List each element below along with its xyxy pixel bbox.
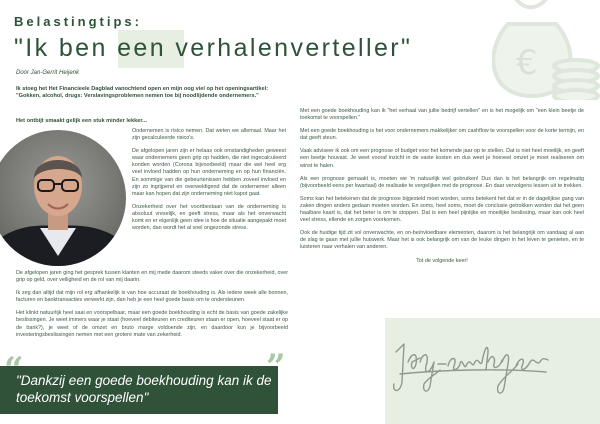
money-bag-coins-icon [492,0,600,100]
page-title: "Ik ben een verhalenverteller" [14,34,413,62]
pull-quote-text: "Dankzij een goede boekhouding kan ik de toekomst voorspellen" [16,373,272,405]
left-paragraph: Ondernemen is risico nemen. Dat weten we allemaal. Maar het zijn gecalculeerde risico's. [132,128,286,142]
heading-kicker: Belastingtips: [14,14,142,29]
left-paragraph: Ik zeg dan altijd dat mijn rol erg afhankelijk is van hoe accuraat de boekhouding is. Als iedere week alle bonnen, facturen en banktransacties verwerkt zijn, dan heb je een heel goede basis om te ondersteunen. [16,290,288,304]
svg-text:€: € [516,43,538,83]
right-column [300,108,584,271]
author-byline: Door Jan-Gerrit Heijenk [16,70,80,76]
author-portrait [0,128,128,270]
closing-line: Tot de volgende keer! [416,257,468,264]
left-wrap-column [132,128,286,238]
left-paragraph: De afgelopen jaren zijn er helaas ook omstandigheden geweest waar ondernemers geen grip op hadden, die niet ingecalculeerd konden worden (Corona bijvoorbeeld) maar die wel heel erg veel invloed hadden op hun onderneming en op hun financiën. En sommige van die gebeurtenissen hebben zoveel invloed en zijn zo ingrijpend en overweldigend dat de ondernemer alleen maar kan hopen dat zijn onderneming niet kapot gaat. [132,148,286,197]
left-paragraph: De afgelopen jaren ging het gesprek tussen klanten en mij mede daarom steeds vaker over die onzekerheid, over grip op geld, over veiligheid en de rol van mij daarin. [16,270,288,284]
left-bottom-column [16,270,288,345]
left-paragraph: Onzekerheid over het voortbestaan van de onderneming is absoluut vreselijk, en geeft stress, maar als het onverwacht komt en er eigenlijk geen idee is hoe de situatie aangepakt moet worden, dan wordt het al snel ongezonde stress. [132,203,286,232]
right-paragraph: Als een prognose gemaakt is, moeten we 'm natuurlijk wel gebruiken! Dus dan is het belangrijk om regelmatig (bijvoorbeeld eens per kwartaal) de realisatie te vergelijken met de prognose. En daar vervolgens lessen uit te trekken. [300,175,584,189]
right-paragraph: Met een goede boekhouding kan ik "het verhaal van jullie bedrijf vertellen" en is het mogelijk om "een klein beetje de toekomst te voorspellen." [300,108,584,122]
handwritten-signature [390,322,552,402]
quote-open-icon: “ [4,350,24,390]
intro-paragraph: Ik stoeg het Het Financieele Dagblad vanochtend open en mijn oog viel op het openingsartikel: "Gokken, alcohol, drugs: Verslavingsproblemen nemen toe bij noodlijdende ondernemers." [16,86,269,99]
right-paragraph: Ook de huidige tijd zit vol onverwachte, en on-beïnvloedbare elementen, daarom is het belangrijk om vandaag al aan de slag te gaan met jullie huiswerk. Maar het is ook belangrijk om van de leuke dingen in het leven te genieten, en te luisteren naar verhalen van anderen. [300,230,584,251]
right-paragraph: Soms kan het betekenen dat de prognose bijgesteld moet worden, soms betekent het dat er in de dagelijkse gang van zaken dingen anders gedaan moeten worden. En soms, heel soms, moet de conclusie getrokken worden dat het geen haalbare kaart is, dat het beter is om te stoppen. Dat is een heel pijnlijke en moeilijke beslissing, maar kan ook heel veel stress, ellende en zorgen voorkomen. [300,195,584,224]
left-paragraph: Het klinkt natuurlijk heel saai en voorspelbaar, maar een goede boekhouding is echt de basis van goede zakelijke beslissingen. Je weet immers waar je staat (hoeveel debiteuren en crediteuren staan er open, hoeveel staat er op de bank?), je weet of de omzet en bruto marge voldoende zijn, en daardoor kun je bijvoorbeeld investeringsbeslissingen nemen met een grotere mate van zekerheid. [16,310,288,338]
right-paragraph: Vaak adviseer ik ook om een prognose of budget voor het komende jaar op te stellen. Dat is niet heel moeilijk, en geeft een beetje houvast. Je weet vooraf inzicht in de vaste kosten en dus weet je hoeveel omzet je moet realiseren om winst te halen. [300,148,584,169]
quote-close-icon: ” [266,347,286,387]
intro-subline: Het ontbijt smaakt gelijk een stuk minder lekker... [16,118,147,124]
right-paragraph: Met een goede boekhouding is het voor ondernemers makkelijker om cashflow te voorspellen voor de korte termijn, en dat geeft steun. [300,128,584,142]
